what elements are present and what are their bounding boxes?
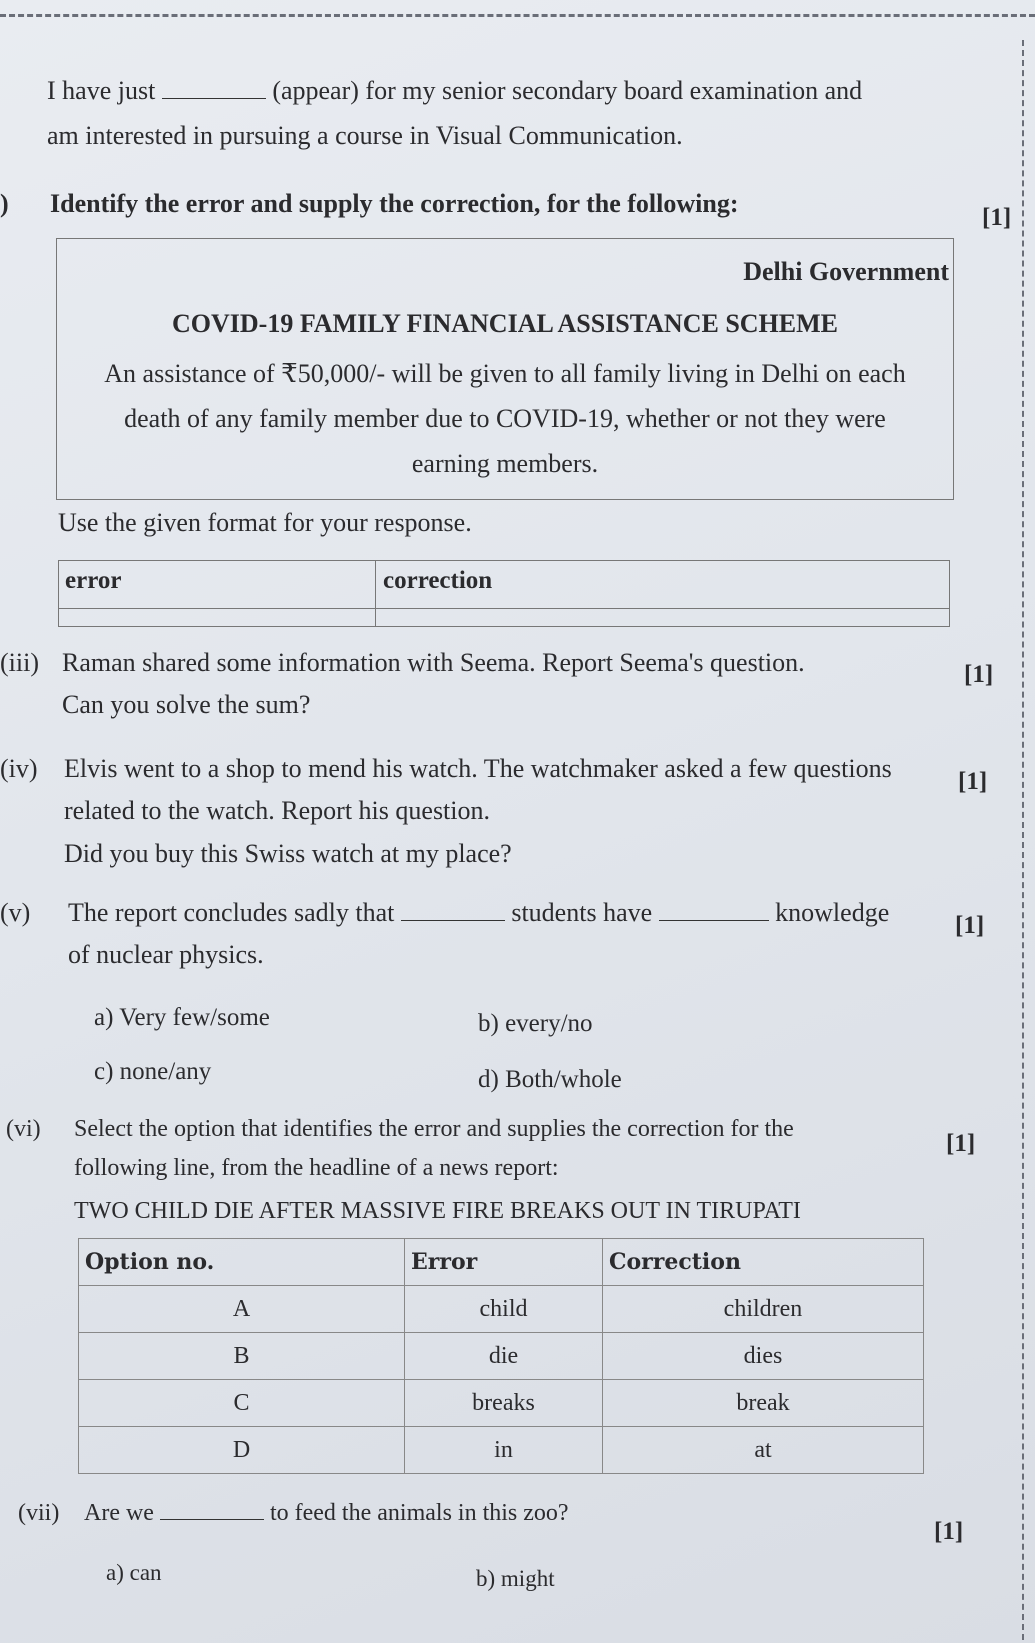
table-row[interactable] bbox=[79, 1427, 924, 1474]
question-number: (iii) bbox=[0, 648, 39, 677]
error-cell: die bbox=[405, 1333, 603, 1380]
top-question-line2: am interested in pursuing a course in Visual Communication. bbox=[47, 121, 683, 150]
notice-title: COVID-19 FAMILY FINANCIAL ASSISTANCE SCHEME bbox=[172, 309, 838, 338]
marks-label: [1] bbox=[955, 912, 985, 939]
notice-body-line2: death of any family member due to COVID-19, whether or not they were bbox=[124, 404, 886, 433]
question-number: (vii) bbox=[18, 1500, 60, 1526]
correction-cell: break bbox=[603, 1380, 924, 1427]
quoted-question: Can you solve the sum? bbox=[62, 690, 311, 719]
marks-label: [1] bbox=[934, 1518, 964, 1545]
question-prompt-line1: Select the option that identifies the error and supplies the correction for the bbox=[74, 1116, 794, 1142]
answer-blank[interactable] bbox=[160, 1519, 264, 1520]
question-number: (v) bbox=[0, 898, 31, 927]
correction-cell: dies bbox=[603, 1333, 924, 1380]
question-number: ) bbox=[0, 189, 9, 218]
format-instruction: Use the given format for your response. bbox=[58, 508, 472, 537]
top-question-line1: I have just (appear) for my senior secondary board examination and bbox=[47, 76, 863, 105]
answer-blank[interactable] bbox=[401, 920, 505, 921]
news-headline: TWO CHILD DIE AFTER MASSIVE FIRE BREAKS OUT IN TIRUPATI bbox=[74, 1198, 801, 1224]
correction-header: Correction bbox=[603, 1239, 924, 1286]
option-d[interactable]: d) Both/whole bbox=[478, 1066, 622, 1093]
correction-cell: children bbox=[603, 1286, 924, 1333]
notice-organization: Delhi Government bbox=[743, 257, 949, 286]
table-row[interactable] bbox=[79, 1380, 924, 1427]
question-prompt-line2: related to the watch. Report his question. bbox=[64, 796, 491, 825]
notice-body-line3: earning members. bbox=[411, 449, 599, 478]
option-label: B bbox=[79, 1333, 405, 1380]
option-a[interactable]: a) Very few/some bbox=[94, 1004, 270, 1031]
question-prompt: Raman shared some information with Seema. Report Seema's question. bbox=[62, 648, 805, 677]
correction-cell: at bbox=[603, 1427, 924, 1474]
table-row[interactable] bbox=[79, 1286, 924, 1333]
question-sentence: Are we to feed the animals in this zoo? bbox=[84, 1500, 569, 1526]
option-label: C bbox=[79, 1380, 405, 1427]
quoted-question: Did you buy this Swiss watch at my place? bbox=[64, 839, 512, 868]
question-prompt-line2: following line, from the headline of a news report: bbox=[74, 1155, 559, 1181]
error-cell: child bbox=[405, 1286, 603, 1333]
error-cell: in bbox=[405, 1427, 603, 1474]
response-format-table bbox=[58, 560, 950, 627]
question-prompt: Identify the error and supply the correction, for the following: bbox=[50, 189, 739, 218]
question-sentence-line2: of nuclear physics. bbox=[68, 940, 264, 969]
error-header: Error bbox=[405, 1239, 603, 1286]
answer-blank[interactable] bbox=[659, 920, 769, 921]
error-column-header: error bbox=[65, 567, 122, 594]
option-b[interactable]: b) might bbox=[476, 1566, 555, 1591]
option-b[interactable]: b) every/no bbox=[478, 1010, 593, 1037]
question-number: (vi) bbox=[6, 1116, 41, 1142]
marks-label: [1] bbox=[946, 1130, 976, 1157]
option-label: A bbox=[79, 1286, 405, 1333]
notice-body-line1: An assistance of ₹50,000/- will be given to all family living in Delhi on each bbox=[104, 359, 906, 388]
marks-label: [1] bbox=[964, 661, 994, 688]
error-cell: breaks bbox=[405, 1380, 603, 1427]
right-dashed-border bbox=[1022, 40, 1024, 1640]
notice-box bbox=[56, 238, 954, 500]
answer-blank[interactable] bbox=[162, 98, 266, 99]
correction-column-header: correction bbox=[383, 567, 493, 594]
option-c[interactable]: c) none/any bbox=[94, 1058, 212, 1085]
option-label: D bbox=[79, 1427, 405, 1474]
question-prompt-line1: Elvis went to a shop to mend his watch. The watchmaker asked a few questions bbox=[64, 754, 892, 783]
option-no-header: Option no. bbox=[79, 1239, 405, 1286]
table-header-row bbox=[79, 1239, 924, 1286]
marks-label: [1] bbox=[982, 204, 1012, 231]
top-dashed-border bbox=[0, 14, 1035, 17]
option-a[interactable]: a) can bbox=[106, 1560, 162, 1585]
question-sentence: The report concludes sadly that students have knowledge bbox=[68, 898, 890, 927]
table-row[interactable] bbox=[79, 1333, 924, 1380]
options-table bbox=[78, 1238, 924, 1474]
marks-label: [1] bbox=[958, 768, 988, 795]
question-number: (iv) bbox=[0, 754, 38, 783]
